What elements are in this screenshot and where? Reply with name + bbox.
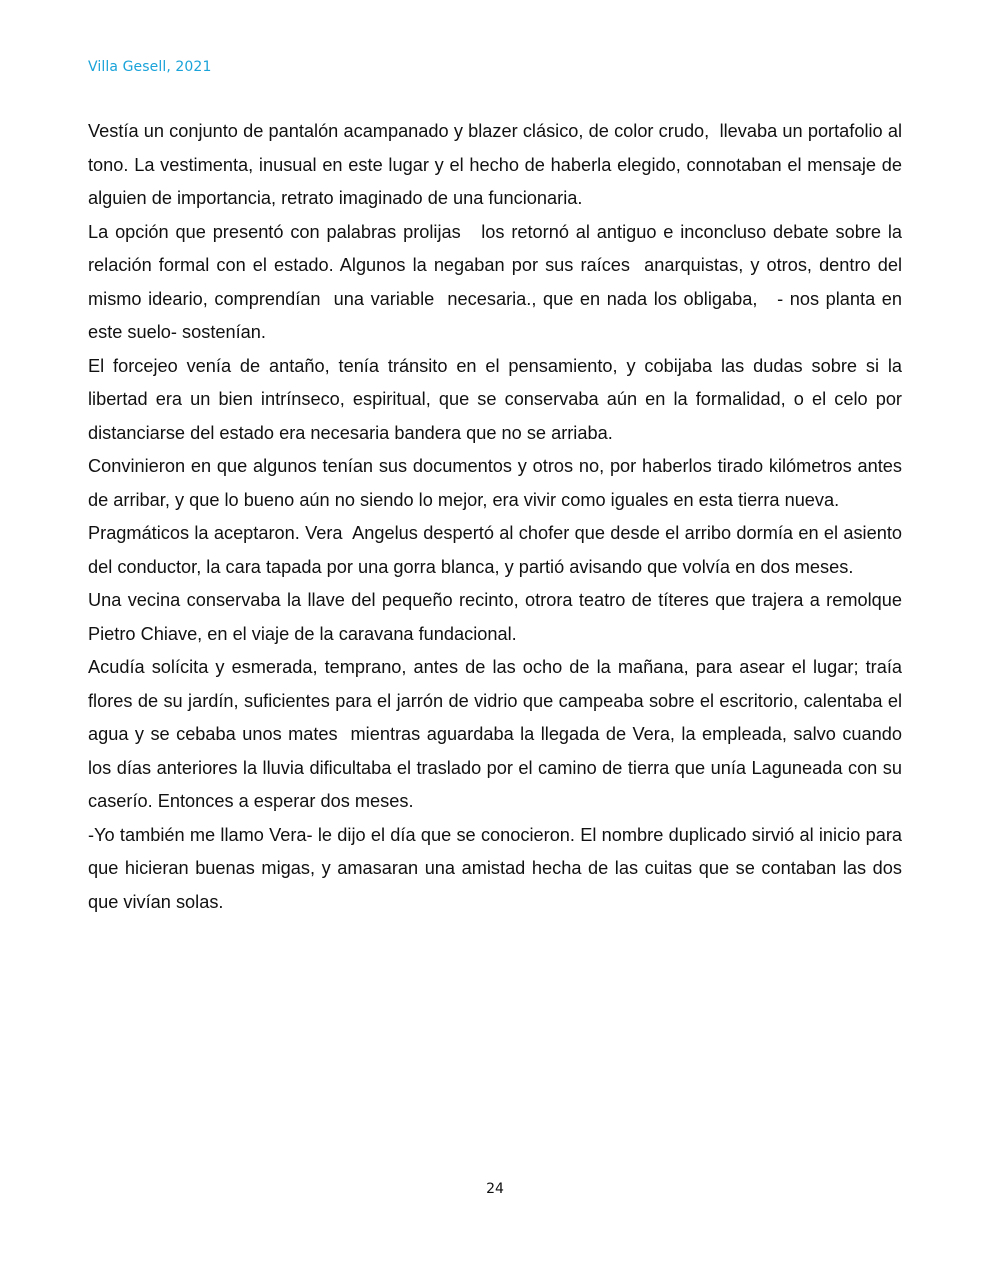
paragraph: Una vecina conservaba la llave del pequeño recinto, otrora teatro de títeres que trajera a remolque Pietro Chiave, en el viaje de la caravana fundacional. [88, 590, 908, 644]
paragraph: -Yo también me llamo Vera- le dijo el día que se conocieron. El nombre duplicado sirvió al inicio para que hicieran buenas migas, y amasaran una amistad hecha de las cuitas que se contaban las dos que vivían solas. [88, 824, 908, 912]
running-header: Villa Gesell, 2021 [88, 59, 212, 75]
paragraph: Vestía un conjunto de pantalón acampanado y blazer clásico, de color crudo, llevaba un portafolio al tono. La vestimenta, inusual en este lugar y el hecho de haberla elegido, connotaban el mensaje de alguien de importancia, retrato imaginado de una funcionaria. [88, 121, 908, 208]
paragraph: Convinieron en que algunos tenían sus documentos y otros no, por haberlos tirado kilómetros antes de arribar, y que lo bueno aún no siendo lo mejor, era vivir como iguales en esta tierra nueva. [88, 456, 913, 510]
paragraph: Acudía solícita y esmerada, temprano, antes de las ocho de la mañana, para asear el lugar; traía flores de su jardín, suficientes para el jarrón de vidrio que campeaba sobre el escritorio, calentaba el agua y se cebaba unos mates mientras aguardaba la llegada de Vera, la empleada, salvo cuando los días anteriores la lluvia dificultaba el traslado por el camino de tierra que unía Laguneada con su caserío. Entonces a esperar dos meses. [88, 657, 913, 811]
paragraph: El forcejeo venía de antaño, tenía tránsito en el pensamiento, y cobijaba las dudas sobre si la libertad era un bien intrínseco, espiritual, que se conservaba aún en la formalidad, o el celo por distanciarse del estado era necesaria bandera que no se arriaba. [88, 355, 908, 443]
page-number: 24 [486, 1181, 504, 1197]
paragraph: La opción que presentó con palabras prolijas los retornó al antiguo e inconcluso debate sobre la relación formal con el estado. Algunos la negaban por sus raíces anarquistas, y otros, dentro del mismo ideario, comprendían una variable necesaria., que en nada los obligaba, - nos planta en este suelo- sostenían. [88, 221, 908, 342]
body-text [88, 115, 913, 919]
paragraph: Pragmáticos la aceptaron. Vera Angelus despertó al chofer que desde el arribo dormía en el asiento del conductor, la cara tapada por una gorra blanca, y partió avisando que volvía en dos meses. [88, 523, 908, 577]
